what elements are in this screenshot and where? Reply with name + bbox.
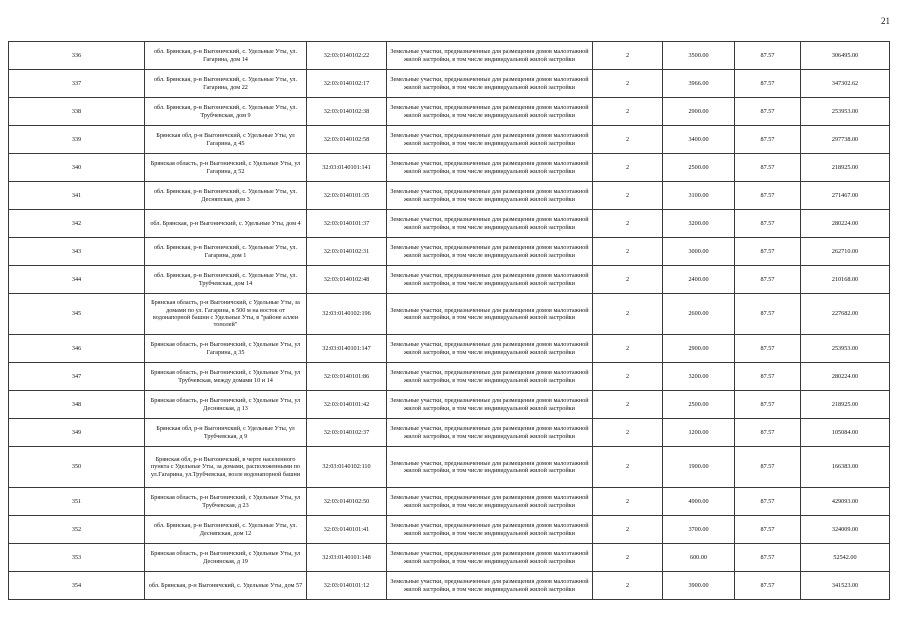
cadastral-number-cell: 32:03:0140101:35 [307,182,387,210]
specific-value-cell: 87.57 [735,70,801,98]
area-cell: 3500.00 [663,42,735,70]
table-row [9,182,890,210]
land-use-cell: Земельные участки, предназначенные для размещения домов малоэтажной жилой застройки, в том числе индивидуальной жилой застройки [387,126,593,154]
cadastral-value-cell: 341523.00 [801,572,890,600]
address-cell: обл. Брянская, р-н Выгоничский, с. Удельные Уты, ул. Трубчевская, дом 9 [145,98,307,126]
cadastral-number-cell: 32:03:0140101:86 [307,363,387,391]
table-row [9,335,890,363]
area-cell: 3900.00 [663,572,735,600]
cadastral-value-cell: 271467.00 [801,182,890,210]
land-use-cell: Земельные участки, предназначенные для размещения домов малоэтажной жилой застройки, в том числе индивидуальной жилой застройки [387,154,593,182]
land-use-cell: Земельные участки, предназначенные для размещения домов малоэтажной жилой застройки, в том числе индивидуальной жилой застройки [387,391,593,419]
table-row [9,488,890,516]
area-cell: 1900.00 [663,447,735,488]
cadastral-value-cell: 347302.62 [801,70,890,98]
specific-value-cell: 87.57 [735,42,801,70]
area-cell: 2900.00 [663,98,735,126]
address-cell: обл. Брянская, р-н Выгоничский, с. Удельные Уты, дом 57 [145,572,307,600]
cadastral-value-cell: 218925.00 [801,154,890,182]
row-number-cell: 352 [9,516,145,544]
row-number-cell: 343 [9,238,145,266]
land-use-cell: Земельные участки, предназначенные для размещения домов малоэтажной жилой застройки, в том числе индивидуальной жилой застройки [387,419,593,447]
address-cell: обл. Брянская, р-н Выгоничский, с. Удельные Уты, ул. Гагарина, дом 1 [145,238,307,266]
land-use-cell: Земельные участки, предназначенные для размещения домов малоэтажной жилой застройки, в том числе индивидуальной жилой застройки [387,98,593,126]
area-cell: 3400.00 [663,126,735,154]
cadastral-number-cell: 32:03:0140101:42 [307,391,387,419]
row-number-cell: 351 [9,488,145,516]
land-use-cell: Земельные участки, предназначенные для размещения домов малоэтажной жилой застройки, в том числе индивидуальной жилой застройки [387,447,593,488]
group-cell: 2 [593,42,663,70]
group-cell: 2 [593,154,663,182]
land-plots-table [8,41,890,600]
row-number-cell: 336 [9,42,145,70]
specific-value-cell: 87.57 [735,391,801,419]
area-cell: 2500.00 [663,391,735,419]
table-row [9,419,890,447]
address-cell: Брянская обл, р-н Выгоничский, с Удельные Уты, ул Гагарина, д 45 [145,126,307,154]
table-row [9,294,890,335]
land-use-cell: Земельные участки, предназначенные для размещения домов малоэтажной жилой застройки, в том числе индивидуальной жилой застройки [387,70,593,98]
group-cell: 2 [593,266,663,294]
cadastral-value-cell: 227682.00 [801,294,890,335]
cadastral-number-cell: 32:03:0140102:58 [307,126,387,154]
group-cell: 2 [593,419,663,447]
group-cell: 2 [593,447,663,488]
address-cell: обл. Брянская, р-н Выгоничский, с. Удельные Уты, ул. Десняпская, дом 3 [145,182,307,210]
row-number-cell: 341 [9,182,145,210]
area-cell: 2400.00 [663,266,735,294]
area-cell: 4900.00 [663,488,735,516]
cadastral-value-cell: 280224.00 [801,363,890,391]
group-cell: 2 [593,238,663,266]
address-cell: обл. Брянская, р-н Выгоничский, с. Удельные Уты, ул. Трубчевская, дом 14 [145,266,307,294]
table-body [9,42,890,600]
area-cell: 1200.00 [663,419,735,447]
land-use-cell: Земельные участки, предназначенные для размещения домов малоэтажной жилой застройки, в том числе индивидуальной жилой застройки [387,516,593,544]
group-cell: 2 [593,391,663,419]
cadastral-value-cell: 253953.00 [801,98,890,126]
cadastral-number-cell: 32:03:0140102:48 [307,266,387,294]
row-number-cell: 340 [9,154,145,182]
row-number-cell: 342 [9,210,145,238]
row-number-cell: 353 [9,544,145,572]
page-number: 21 [881,16,890,26]
cadastral-value-cell: 280224.00 [801,210,890,238]
land-use-cell: Земельные участки, предназначенные для размещения домов малоэтажной жилой застройки, в том числе индивидуальной жилой застройки [387,42,593,70]
group-cell: 2 [593,294,663,335]
cadastral-value-cell: 324009.00 [801,516,890,544]
address-cell: Брянская область, р-н Выгоничский, с Удельные Уты, ул Деснянская, д 13 [145,391,307,419]
cadastral-number-cell: 32:03:0140102:31 [307,238,387,266]
cadastral-number-cell: 32:03:0140101:12 [307,572,387,600]
address-cell: обл. Брянская, р-н Выгоничский, с. Удельные Уты, ул. Десняпская, дом 12 [145,516,307,544]
row-number-cell: 346 [9,335,145,363]
area-cell: 3966.00 [663,70,735,98]
land-use-cell: Земельные участки, предназначенные для размещения домов малоэтажной жилой застройки, в том числе индивидуальной жилой застройки [387,294,593,335]
land-use-cell: Земельные участки, предназначенные для размещения домов малоэтажной жилой застройки, в том числе индивидуальной жилой застройки [387,363,593,391]
cadastral-value-cell: 210168.00 [801,266,890,294]
row-number-cell: 354 [9,572,145,600]
cadastral-number-cell: 32:03:0140101:147 [307,335,387,363]
cadastral-value-cell: 253953.00 [801,335,890,363]
specific-value-cell: 87.57 [735,98,801,126]
table-row [9,42,890,70]
land-use-cell: Земельные участки, предназначенные для размещения домов малоэтажной жилой застройки, в том числе индивидуальной жилой застройки [387,572,593,600]
address-cell: Брянская область, р-н Выгоничский, с Удельные Уты, ул Деснянская, д 19 [145,544,307,572]
row-number-cell: 338 [9,98,145,126]
land-use-cell: Земельные участки, предназначенные для размещения домов малоэтажной жилой застройки, в том числе индивидуальной жилой застройки [387,210,593,238]
specific-value-cell: 87.57 [735,210,801,238]
address-cell: Брянская область, р-н Выгоничский, с Удельные Уты, ул Трубчевская, между домами 10 и 14 [145,363,307,391]
cadastral-number-cell: 32:03:0140102:38 [307,98,387,126]
table-row [9,70,890,98]
area-cell: 3200.00 [663,210,735,238]
group-cell: 2 [593,335,663,363]
address-cell: Брянская обл, р-н Выгоничский, с Удельные Уты, ул Трубчевская, д 9 [145,419,307,447]
address-cell: обл. Брянская, р-н Выгоничский, с. Удельные Уты, ул. Гагарина, дом 14 [145,42,307,70]
row-number-cell: 345 [9,294,145,335]
cadastral-number-cell: 32:03:0140101:37 [307,210,387,238]
table-row [9,126,890,154]
specific-value-cell: 87.57 [735,572,801,600]
cadastral-value-cell: 218925.00 [801,391,890,419]
specific-value-cell: 87.57 [735,363,801,391]
group-cell: 2 [593,544,663,572]
area-cell: 2900.00 [663,335,735,363]
cadastral-number-cell: 32:03:0140101:41 [307,516,387,544]
cadastral-number-cell: 32:03:0140102:196 [307,294,387,335]
specific-value-cell: 87.57 [735,544,801,572]
specific-value-cell: 87.57 [735,126,801,154]
cadastral-number-cell: 32:03:0140101:141 [307,154,387,182]
table-row [9,363,890,391]
group-cell: 2 [593,363,663,391]
specific-value-cell: 87.57 [735,516,801,544]
address-cell: Брянская область, р-н Выгоничский, с Удельные Уты, ул Гагарина, д 52 [145,154,307,182]
land-use-cell: Земельные участки, предназначенные для размещения домов малоэтажной жилой застройки, в том числе индивидуальной жилой застройки [387,238,593,266]
area-cell: 2500.00 [663,154,735,182]
table-row [9,544,890,572]
area-cell: 3700.00 [663,516,735,544]
group-cell: 2 [593,98,663,126]
cadastral-value-cell: 297738.00 [801,126,890,154]
row-number-cell: 348 [9,391,145,419]
address-cell: Брянская область, р-н Выгоничский, с Удельные Уты, ул Гагарина, д 35 [145,335,307,363]
specific-value-cell: 87.57 [735,488,801,516]
address-cell: обл. Брянская, р-н Выгоничский, с. Удельные Уты, ул. Гагарина, дом 22 [145,70,307,98]
address-cell: Брянская область, р-н Выгоничский, с Удельные Уты, за домами по ул. Гагарина, в 500 м на восток от водонапорной башни с Удельные Уты, в "районе аллеи тополей" [145,294,307,335]
area-cell: 3200.00 [663,363,735,391]
specific-value-cell: 87.57 [735,419,801,447]
specific-value-cell: 87.57 [735,447,801,488]
cadastral-value-cell: 105084.00 [801,419,890,447]
cadastral-value-cell: 262710.00 [801,238,890,266]
cadastral-value-cell: 166383.00 [801,447,890,488]
cadastral-number-cell: 32:03:0140102:17 [307,70,387,98]
area-cell: 600.00 [663,544,735,572]
cadastral-number-cell: 32:03:0140102:37 [307,419,387,447]
cadastral-number-cell: 32:03:0140102:22 [307,42,387,70]
land-use-cell: Земельные участки, предназначенные для размещения домов малоэтажной жилой застройки, в том числе индивидуальной жилой застройки [387,182,593,210]
cadastral-value-cell: 429093.00 [801,488,890,516]
specific-value-cell: 87.57 [735,294,801,335]
table-row [9,391,890,419]
land-use-cell: Земельные участки, предназначенные для размещения домов малоэтажной жилой застройки, в том числе индивидуальной жилой застройки [387,544,593,572]
row-number-cell: 347 [9,363,145,391]
row-number-cell: 344 [9,266,145,294]
row-number-cell: 349 [9,419,145,447]
cadastral-value-cell: 306495.00 [801,42,890,70]
land-use-cell: Земельные участки, предназначенные для размещения домов малоэтажной жилой застройки, в том числе индивидуальной жилой застройки [387,266,593,294]
table-row [9,98,890,126]
address-cell: Брянская область, р-н Выгоничский, с Удельные Уты, ул Трубчевская, д 23 [145,488,307,516]
specific-value-cell: 87.57 [735,238,801,266]
specific-value-cell: 87.57 [735,335,801,363]
table-row [9,516,890,544]
address-cell: обл. Брянская, р-н Выгоничский, с. Удельные Уты, дом 4 [145,210,307,238]
land-use-cell: Земельные участки, предназначенные для размещения домов малоэтажной жилой застройки, в том числе индивидуальной жилой застройки [387,335,593,363]
land-use-cell: Земельные участки, предназначенные для размещения домов малоэтажной жилой застройки, в том числе индивидуальной жилой застройки [387,488,593,516]
table-row [9,266,890,294]
cadastral-number-cell: 32:03:0140101:148 [307,544,387,572]
group-cell: 2 [593,126,663,154]
row-number-cell: 339 [9,126,145,154]
group-cell: 2 [593,516,663,544]
table-row [9,238,890,266]
row-number-cell: 350 [9,447,145,488]
area-cell: 2600.00 [663,294,735,335]
specific-value-cell: 87.57 [735,154,801,182]
group-cell: 2 [593,70,663,98]
area-cell: 3100.00 [663,182,735,210]
cadastral-value-cell: 52542.00 [801,544,890,572]
table-row [9,447,890,488]
group-cell: 2 [593,182,663,210]
table-row [9,210,890,238]
table-row [9,572,890,600]
group-cell: 2 [593,488,663,516]
table-row [9,154,890,182]
group-cell: 2 [593,572,663,600]
group-cell: 2 [593,210,663,238]
cadastral-number-cell: 32:03:0140102:50 [307,488,387,516]
specific-value-cell: 87.57 [735,182,801,210]
area-cell: 3000.00 [663,238,735,266]
specific-value-cell: 87.57 [735,266,801,294]
address-cell: Брянская обл, р-н Выгоничский, в черте населенного пункта с Удельные Уты, за домами, расположенными по ул.Гагарина, ул.Трубчевская, возле водонапорной башни [145,447,307,488]
row-number-cell: 337 [9,70,145,98]
cadastral-number-cell: 32:03:0140102:110 [307,447,387,488]
